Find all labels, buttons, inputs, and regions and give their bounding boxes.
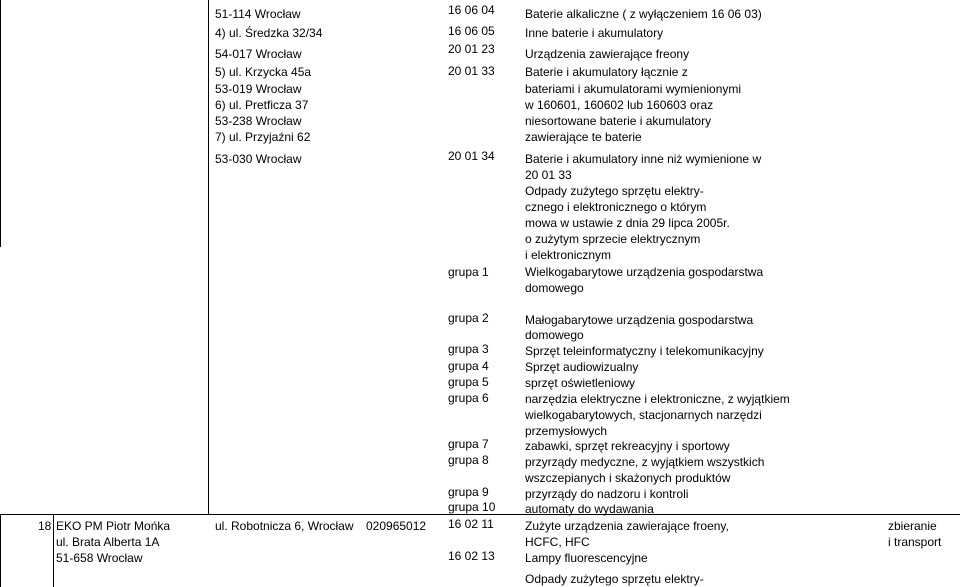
waste-description: Sprzęt teleinformatyczny i telekomunikacyjny (525, 344, 764, 358)
waste-description: 20 01 33 (525, 168, 572, 182)
waste-description: wszczepianych i skażonych produktów (525, 471, 731, 485)
waste-description: Urządzenia zawierające freony (525, 47, 690, 61)
waste-code: 16 06 04 (448, 3, 495, 17)
table-border-left (0, 0, 1, 247)
waste-description: Wielkogabarytowe urządzenia gospodarstwa (525, 265, 764, 279)
waste-description: zabawki, sprzęt rekreacyjny i sportowy (525, 439, 730, 453)
address-line: 51-114 Wrocław (215, 7, 301, 21)
address-line: 54-017 Wrocław (215, 47, 302, 61)
equipment-group: grupa 10 (448, 500, 496, 514)
column-divider-entry (0, 514, 1, 587)
equipment-group: grupa 8 (448, 453, 489, 467)
entry-plant-address: ul. Robotnicza 6, Wrocław (215, 519, 354, 533)
row-divider-entry-18 (0, 514, 960, 515)
waste-code: 16 02 11 (448, 517, 494, 531)
waste-description: Lampy fluorescencyjne (525, 551, 648, 565)
waste-description: przyrządy medyczne, z wyjątkiem wszystkich (525, 455, 765, 469)
waste-description: Inne baterie i akumulatory (525, 26, 664, 40)
waste-description: Odpady zużytego sprzętu elektry- (525, 184, 704, 198)
waste-description: i elektronicznym (525, 248, 612, 262)
entry-company-city: 51-658 Wrocław (56, 551, 143, 565)
address-line: 7) ul. Przyjaźni 62 (215, 130, 311, 144)
waste-description: automaty do wydawania (525, 502, 654, 516)
address-line: 53-030 Wrocław (215, 152, 302, 166)
entry-activity: zbieranie (888, 519, 937, 533)
column-divider-address (208, 0, 209, 514)
waste-description: Odpady zużytego sprzętu elektry- (525, 572, 704, 586)
waste-description: domowego (525, 281, 584, 295)
waste-description: w 160601, 160602 lub 160603 oraz (525, 98, 714, 112)
address-line: 53-019 Wrocław (215, 82, 302, 96)
waste-description: Baterie i akumulatory łącznie z (525, 65, 688, 79)
equipment-group: grupa 5 (448, 375, 489, 389)
waste-description: o zużytym sprzecie elektrycznym (525, 232, 701, 246)
waste-code: 20 01 23 (448, 42, 495, 56)
entry-regon: 020965012 (366, 519, 427, 533)
waste-description: Baterie i akumulatory inne niż wymienione w (525, 152, 762, 166)
waste-description: domowego (525, 328, 584, 342)
equipment-group: grupa 9 (448, 485, 489, 499)
waste-description: przyrządy do nadzoru i kontroli (525, 487, 689, 501)
entry-company-name: EKO PM Piotr Mońka (56, 519, 171, 533)
equipment-group: grupa 1 (448, 265, 489, 279)
waste-description: cznego i elektronicznego o którym (525, 200, 707, 214)
column-divider-entry-number (53, 514, 54, 587)
entry-number: 18 (38, 519, 52, 533)
equipment-group: grupa 7 (448, 437, 489, 451)
equipment-group: grupa 3 (448, 342, 489, 356)
address-line: 4) ul. Średzka 32/34 (215, 26, 323, 40)
equipment-group: grupa 6 (448, 391, 489, 405)
waste-description: bateriami i akumulatorami wymienionymi (525, 82, 742, 96)
waste-description: niesortowane baterie i akumulatory (525, 114, 712, 128)
waste-description: Zużyte urządzenia zawierające froeny, (525, 519, 729, 533)
waste-description: wielkogabarytowych, stacjonarnych narzędzi (525, 408, 762, 422)
waste-description: mowa w ustawie z dnia 29 lipca 2005r. (525, 216, 730, 230)
address-line: 6) ul. Pretficza 37 (215, 98, 309, 112)
waste-description: narzędzia elektryczne i elektroniczne, z wyjątkiem (525, 392, 790, 406)
address-line: 53-238 Wrocław (215, 114, 302, 128)
waste-description: sprzęt oświetleniowy (525, 376, 636, 390)
waste-code: 16 02 13 (448, 549, 495, 563)
waste-description: zawierające te baterie (525, 130, 642, 144)
waste-code: 20 01 33 (448, 64, 495, 78)
waste-code: 20 01 34 (448, 149, 495, 163)
address-line: 5) ul. Krzycka 45a (215, 65, 312, 79)
waste-description: Sprzęt audiowizualny (525, 360, 639, 374)
waste-description: przemysłowych (525, 424, 608, 438)
waste-description: HCFC, HFC (525, 535, 590, 549)
waste-code: 16 06 05 (448, 24, 495, 38)
equipment-group: grupa 2 (448, 311, 489, 325)
waste-description: Baterie alkaliczne ( z wyłączeniem 16 06 03) (525, 7, 762, 21)
entry-activity: i transport (888, 535, 942, 549)
equipment-group: grupa 4 (448, 359, 489, 373)
entry-company-street: ul. Brata Alberta 1A (56, 535, 160, 549)
waste-description: Małogabarytowe urządzenia gospodarstwa (525, 313, 754, 327)
